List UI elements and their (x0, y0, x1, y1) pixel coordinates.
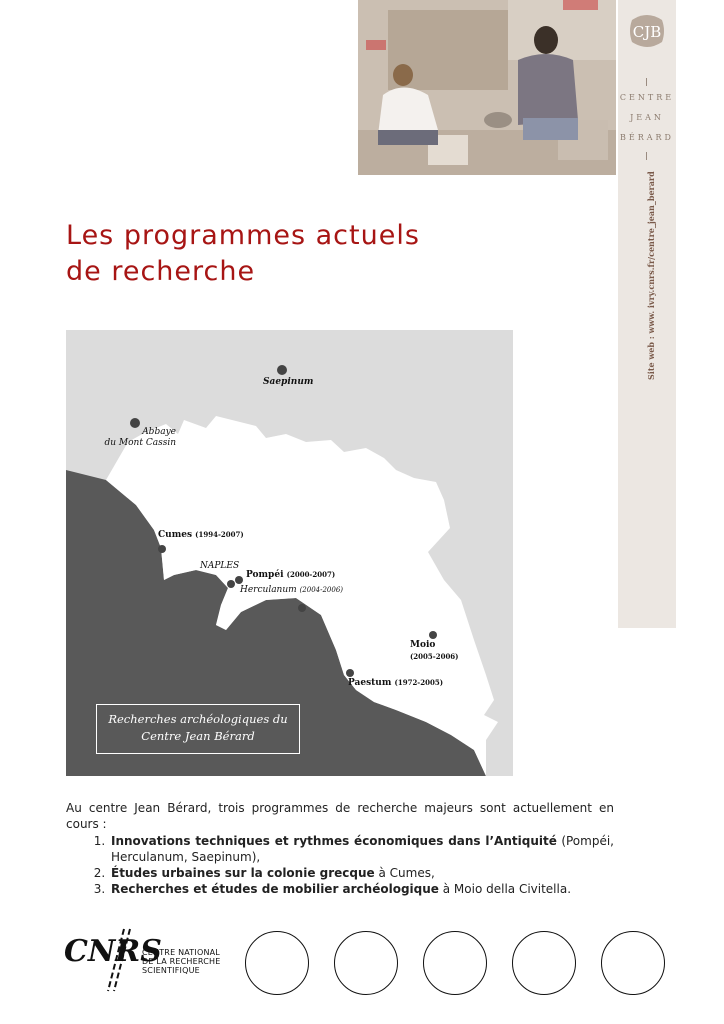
cjb-logo-text: CJB (632, 23, 662, 41)
map-marker-herculanum (227, 580, 235, 588)
cjb-word-berard: BÉRARD (620, 133, 674, 142)
excavation-photo (358, 0, 616, 175)
cjb-logo (622, 6, 672, 56)
label-moio-dates: (2005-2006) (410, 652, 459, 661)
side-band (618, 0, 676, 628)
label-saepinum: Saepinum (263, 377, 314, 387)
cnrs-name-line-3: SCIENTIFIQUE (142, 966, 200, 975)
map-marker-pompei (235, 576, 243, 584)
label-naples: NAPLES (200, 561, 240, 571)
map-marker-coast (298, 604, 306, 612)
campania-map (66, 330, 513, 776)
program-item-1 (109, 833, 614, 865)
cnrs-logo-text: CNRS (64, 934, 162, 969)
cjb-word-jean: JEAN (630, 113, 664, 122)
intro-paragraph: Au centre Jean Bérard, trois programmes de recherche majeurs sont actuellement en cours : (66, 801, 614, 831)
program-item-2-title: Études urbaines sur la colonie grecque (111, 866, 375, 880)
map-marker-cumes (158, 545, 166, 553)
page-title (66, 218, 586, 290)
cnrs-name-line-1: CENTRE NATIONAL (142, 948, 220, 957)
cjb-word-centre: CENTRE (619, 93, 675, 102)
program-item-2 (109, 865, 614, 881)
program-item-3 (109, 881, 614, 897)
title-line-1: Les programmes actuels (66, 220, 420, 251)
program-list (66, 833, 614, 897)
label-paestum: Paestum (1972-2005) (348, 678, 444, 688)
map-legend-line-2: Centre Jean Bérard (141, 729, 255, 743)
partner-logo-placeholder (423, 931, 487, 995)
program-item-1-title: Innovations techniques et rythmes économiques dans l’Antiquité (111, 834, 557, 848)
cjb-words (618, 88, 676, 148)
program-item-2-detail: à Cumes, (374, 866, 435, 880)
map-marker-moio (429, 631, 437, 639)
label-cumes: Cumes (1994-2007) (158, 530, 244, 540)
partner-logo-placeholder (334, 931, 398, 995)
program-item-3-detail: à Moio della Civitella. (438, 882, 572, 896)
divider (646, 152, 647, 160)
program-item-3-title: Recherches et études de mobilier archéologique (111, 882, 439, 896)
label-mont-cassin: du Mont Cassin (104, 438, 176, 448)
excavation-photo-drawing (358, 0, 616, 175)
divider (646, 78, 647, 86)
partner-logo-placeholder (245, 931, 309, 995)
map-legend-box (96, 704, 300, 754)
program-item-1-detail: (Pompéi, Herculanum, Saepinum), (111, 834, 614, 864)
label-abbaye: Abbaye (142, 427, 176, 437)
cnrs-name-line-2: DE LA RECHERCHE (142, 957, 221, 966)
body-text (66, 800, 614, 897)
map-marker-saepinum (277, 365, 287, 375)
map-marker-paestum (346, 669, 354, 677)
site-web-text: Site web : www. ivry.cnrs.fr/centre_jean_berard (646, 171, 656, 380)
map-legend-line-1: Recherches archéologiques du (108, 712, 288, 726)
label-herculanum: Herculanum (2004-2006) (240, 585, 344, 595)
cnrs-name (142, 948, 221, 975)
label-pompei: Pompéi (2000-2007) (246, 570, 336, 580)
cnrs-logo (64, 925, 162, 995)
partner-logo-placeholder (601, 931, 665, 995)
partner-logo-placeholder (512, 931, 576, 995)
label-moio: Moio (410, 640, 436, 650)
title-line-2: de recherche (66, 256, 256, 287)
